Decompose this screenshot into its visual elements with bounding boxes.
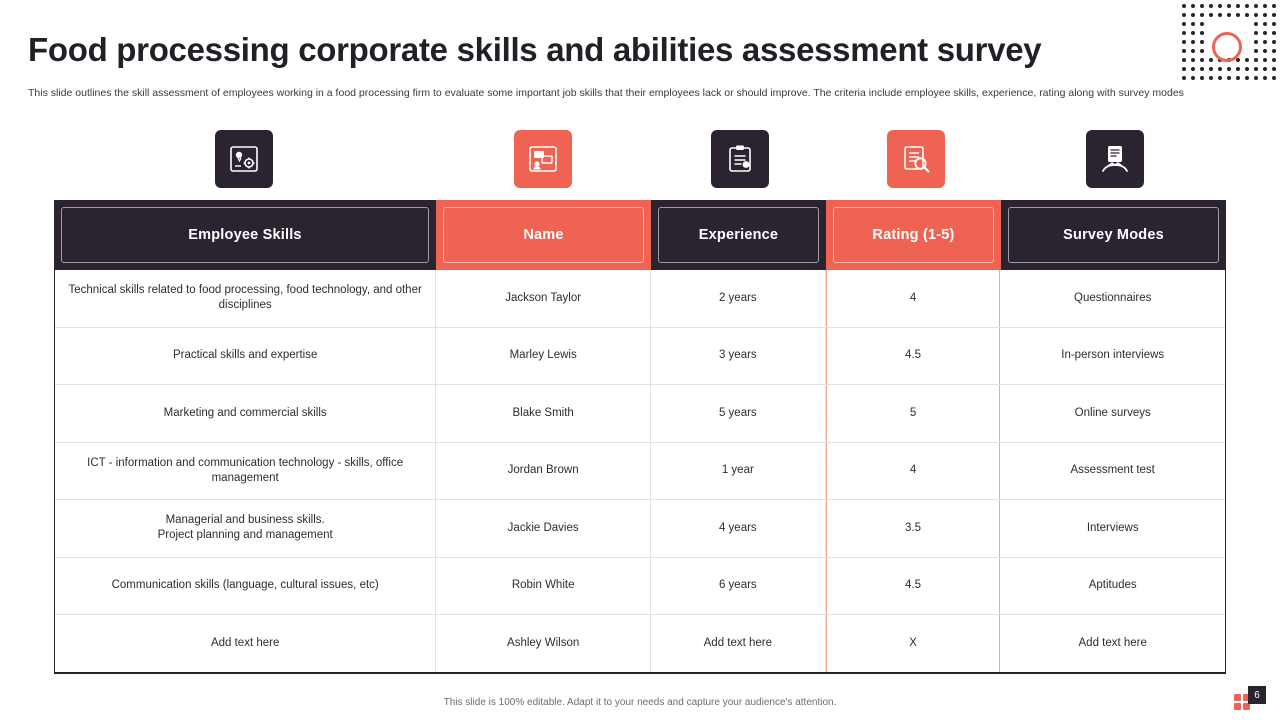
dot <box>1272 22 1276 26</box>
dot <box>1272 49 1276 53</box>
dot <box>1209 13 1213 17</box>
table-cell: Interviews <box>1086 521 1139 534</box>
table-cell: Add text here <box>1078 636 1147 649</box>
table-row <box>55 443 1225 501</box>
table-cell: Practical skills and expertise <box>55 328 436 385</box>
table-header-label: Employee Skills <box>61 207 429 263</box>
table-row <box>55 615 1225 673</box>
dot <box>1200 31 1204 35</box>
table-cell: 3.5 <box>826 500 1001 557</box>
dot <box>1191 13 1195 17</box>
dot <box>1218 76 1222 80</box>
name-profile-card-icon <box>514 130 572 188</box>
dot <box>1263 31 1267 35</box>
dot <box>1200 22 1204 26</box>
table-row <box>55 328 1225 386</box>
table-cell: 4 <box>826 443 1001 500</box>
dot <box>1182 4 1186 8</box>
table-header-0 <box>54 200 436 270</box>
dot <box>1254 22 1258 26</box>
table-cell: In-person interviews <box>1061 349 1165 362</box>
table-cell: Online surveys <box>1074 406 1151 419</box>
table-cell: 4 years <box>651 500 826 557</box>
table-cell: Technical skills related to food processing, food technology, and other disciplines <box>55 270 436 327</box>
table-header-2 <box>651 200 826 270</box>
dot <box>1227 13 1231 17</box>
table-cell: 4 <box>826 270 1001 327</box>
table-cell: 6 years <box>651 558 826 615</box>
table-cell: X <box>826 615 1001 672</box>
table-cell: 3 years <box>651 328 826 385</box>
table-cell: 5 <box>826 385 1001 442</box>
dot <box>1209 58 1213 62</box>
dot <box>1200 13 1204 17</box>
dot <box>1209 76 1213 80</box>
dot <box>1218 13 1222 17</box>
table-cell: Questionnaires <box>1074 291 1152 304</box>
dot <box>1191 22 1195 26</box>
dot <box>1218 4 1222 8</box>
dot <box>1200 76 1204 80</box>
dot <box>1200 4 1204 8</box>
table-cell: 2 years <box>651 270 826 327</box>
table-cell: Blake Smith <box>436 385 651 442</box>
table-cell: Managerial and business skills. Project planning and management <box>55 500 436 557</box>
dot <box>1227 67 1231 71</box>
dot <box>1254 58 1258 62</box>
dot <box>1254 13 1258 17</box>
dot <box>1236 4 1240 8</box>
dot <box>1272 40 1276 44</box>
table-header-row <box>54 200 1226 270</box>
icon-row <box>54 130 1226 188</box>
dot <box>1254 76 1258 80</box>
dot <box>1182 76 1186 80</box>
dot <box>1209 4 1213 8</box>
table-row <box>55 385 1225 443</box>
table-cell: Add text here <box>55 615 436 672</box>
table-cell: 1 year <box>651 443 826 500</box>
dot <box>1263 67 1267 71</box>
table-cell: Communication skills (language, cultural issues, etc) <box>55 558 436 615</box>
table-cell: Jordan Brown <box>436 443 651 500</box>
dot <box>1263 13 1267 17</box>
dot <box>1272 67 1276 71</box>
dot <box>1272 58 1276 62</box>
dot <box>1236 76 1240 80</box>
dot <box>1209 67 1213 71</box>
table-row <box>55 500 1225 558</box>
table-cell: Jackie Davies <box>436 500 651 557</box>
dot <box>1227 76 1231 80</box>
dot <box>1263 4 1267 8</box>
dot <box>1191 76 1195 80</box>
page-number-badge: 6 <box>1248 686 1266 704</box>
table-body <box>54 270 1226 674</box>
table-header-label: Rating (1-5) <box>833 207 994 263</box>
table-cell: 4.5 <box>826 558 1001 615</box>
dot <box>1236 13 1240 17</box>
dot <box>1236 58 1240 62</box>
dot <box>1245 4 1249 8</box>
table-cell: 4.5 <box>826 328 1001 385</box>
table-cell: Add text here <box>651 615 826 672</box>
dot <box>1254 49 1258 53</box>
dot <box>1263 49 1267 53</box>
dot <box>1218 67 1222 71</box>
table-row <box>55 270 1225 328</box>
dot <box>1236 67 1240 71</box>
skills-assessment-table <box>54 200 1226 674</box>
page-title: Food processing corporate skills and abilities assessment survey <box>28 31 1042 68</box>
dot <box>1182 22 1186 26</box>
dot <box>1263 76 1267 80</box>
dot <box>1200 49 1204 53</box>
dot <box>1272 31 1276 35</box>
table-cell: Ashley Wilson <box>436 615 651 672</box>
table-cell: ICT - information and communication technology - skills, office management <box>55 443 436 500</box>
survey-hand-document-icon <box>1086 130 1144 188</box>
dot <box>1263 40 1267 44</box>
rating-magnifier-document-icon <box>887 130 945 188</box>
dot <box>1227 4 1231 8</box>
dot <box>1245 13 1249 17</box>
dot <box>1245 67 1249 71</box>
table-cell: Aptitudes <box>1088 579 1137 592</box>
table-header-3 <box>826 200 1001 270</box>
table-cell: 5 years <box>651 385 826 442</box>
dot <box>1200 40 1204 44</box>
page-subtitle: This slide outlines the skill assessment of employees working in a food processing firm to evaluate some important job skills that their employees lack or should improve. The criteria include employee skills, experience, rating along with survey modes <box>28 87 1184 99</box>
dot <box>1200 58 1204 62</box>
table-header-4 <box>1001 200 1226 270</box>
footer-note: This slide is 100% editable. Adapt it to your needs and capture your audience's attention. <box>443 697 837 708</box>
dot <box>1254 31 1258 35</box>
skills-gear-person-icon <box>215 130 273 188</box>
table-cell: Marley Lewis <box>436 328 651 385</box>
dot <box>1245 58 1249 62</box>
dot <box>1254 4 1258 8</box>
table-cell: Robin White <box>436 558 651 615</box>
dot <box>1191 4 1195 8</box>
table-row <box>55 558 1225 616</box>
table-cell: Assessment test <box>1070 464 1155 477</box>
decorative-ring <box>1212 32 1242 62</box>
dot <box>1272 13 1276 17</box>
dot <box>1254 40 1258 44</box>
dot <box>1200 67 1204 71</box>
dot <box>1272 4 1276 8</box>
dot <box>1263 58 1267 62</box>
table-header-label: Survey Modes <box>1008 207 1219 263</box>
dot <box>1245 76 1249 80</box>
dot <box>1272 76 1276 80</box>
table-header-label: Name <box>443 207 644 263</box>
dot <box>1182 13 1186 17</box>
table-header-label: Experience <box>658 207 819 263</box>
table-cell: Marketing and commercial skills <box>55 385 436 442</box>
table-header-1 <box>436 200 651 270</box>
experience-clipboard-icon <box>711 130 769 188</box>
dot <box>1254 67 1258 71</box>
table-cell: Jackson Taylor <box>436 270 651 327</box>
dot <box>1263 22 1267 26</box>
